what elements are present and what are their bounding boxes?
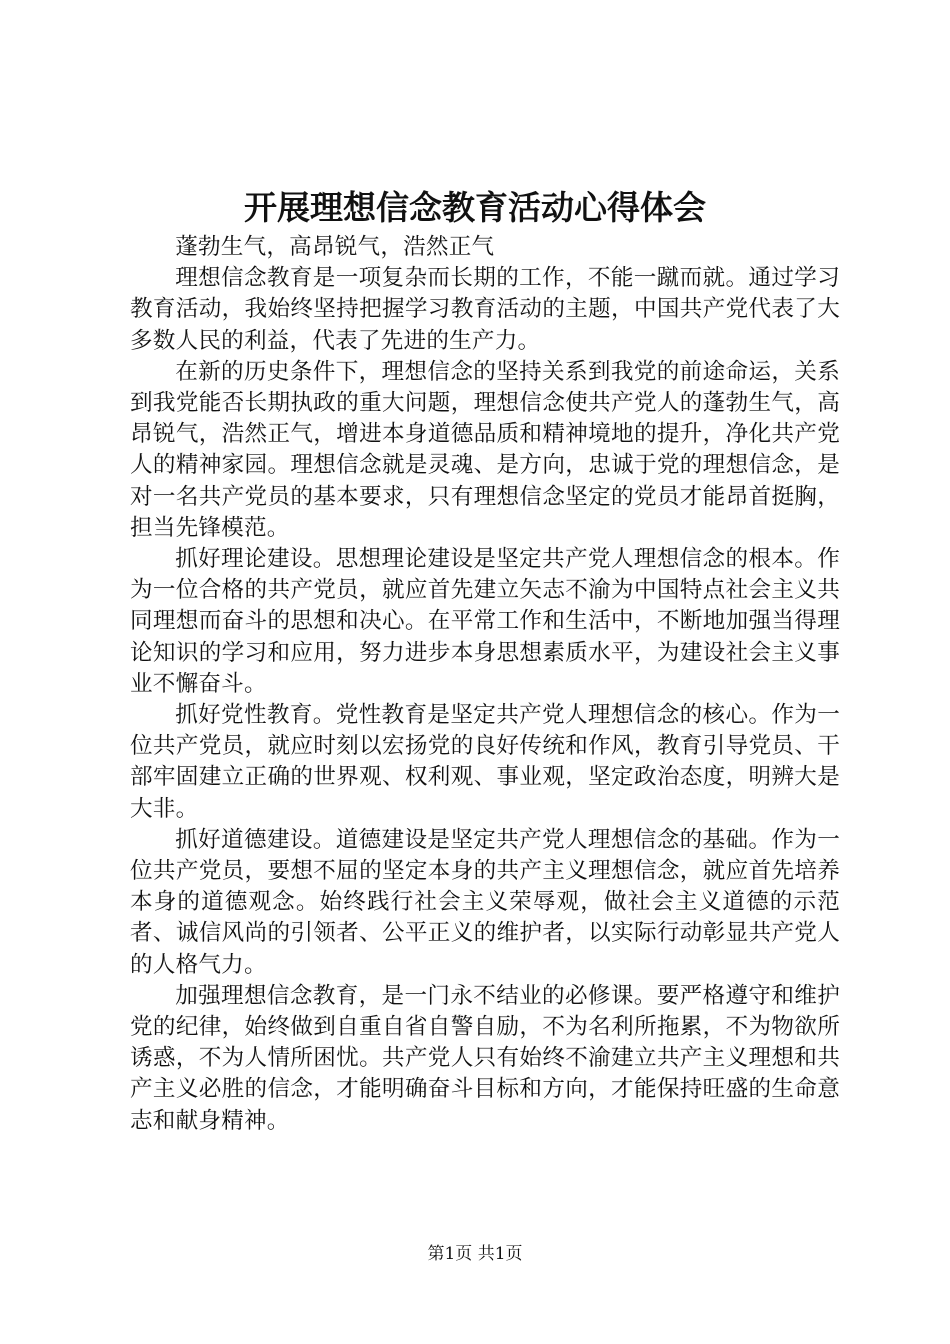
paragraph-intro: 理想信念教育是一项复杂而长期的工作，不能一蹴而就。通过学习教育活动，我始终坚持把握学习教育活动的主题，中国共产党代表了大多数人民的利益，代表了先进的生产力。 (130, 265, 840, 354)
paragraph-party-spirit: 抓好党性教育。党性教育是坚定共产党人理想信念的核心。作为一位共产党员，就应时刻以宏扬党的良好传统和作风，教育引导党员、干部牢固建立正确的世界观、权利观、事业观，坚定政治态度，明辨大是大非。 (130, 702, 840, 822)
paragraph-history: 在新的历史条件下，理想信念的坚持关系到我党的前途命运，关系到我党能否长期执政的重大问题，理想信念使共产党人的蓬勃生气，高昂锐气，浩然正气，增进本身道德品质和精神境地的提升，净化共产党人的精神家园。理想信念就是灵魂、是方向，忠诚于党的理想信念，是对一名共产党员的基本要求，只有理想信念坚定的党员才能昂首挺胸，担当先锋模范。 (130, 358, 840, 541)
document-body (130, 232, 840, 1137)
paragraph-theory: 抓好理论建设。思想理论建设是坚定共产党人理想信念的根本。作为一位合格的共产党员，就应首先建立矢志不渝为中国特点社会主义共同理想而奋斗的思想和决心。在平常工作和生活中，不断地加强当得理论知识的学习和应用，努力进步本身思想素质水平，为建设社会主义事业不懈奋斗。 (130, 546, 840, 697)
document-title: 开展理想信念教育活动心得体会 (244, 188, 706, 227)
paragraph-conclusion: 加强理想信念教育，是一门永不结业的必修课。要严格遵守和维护党的纪律，始终做到自重自省自警自励，不为名利所拖累，不为物欲所诱惑，不为人情所困忧。共产党人只有始终不渝建立共产主义理想和共产主义必胜的信念，才能明确奋斗目标和方向，才能保持旺盛的生命意志和献身精神。 (130, 982, 840, 1134)
page-number-footer: 第1页 共1页 (427, 1244, 523, 1264)
paragraph-morality: 抓好道德建设。道德建设是坚定共产党人理想信念的基础。作为一位共产党员，要想不屈的坚定本身的共产主义理想信念，就应首先培养本身的道德观念。始终践行社会主义荣辱观，做社会主义道德的示范者、诚信风尚的引领者、公平正义的维护者，以实际行动彰显共产党人的人格气力。 (130, 826, 840, 978)
paragraph-subtitle: 蓬勃生气，高昂锐气，浩然正气 (175, 234, 495, 260)
